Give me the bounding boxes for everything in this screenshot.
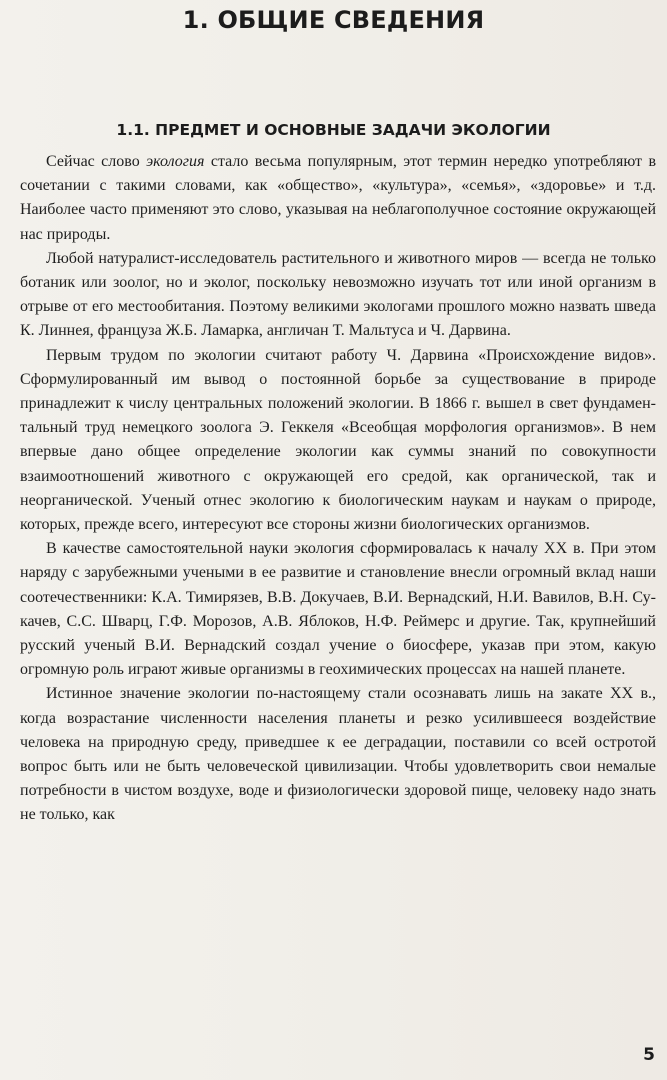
paragraph-4: В качестве самостоятельной науки экология сформировалась к началу XX в. При этом наряду с зарубежными учеными в ее развитие и становление внесли огромный вклад наши соотечественники: К.А. Тимирязев, В.В. Докучаев, В.И. Вернадский, Н.И. Вавилов, В.Н. Сукачев, С.С. Шварц, Г.Ф. Морозов, А.В. Яблоков, Н.Ф. Реймерс и другие. Так, крупнейший русский ученый В.И. Вернадский создал учение о биосфере, указав при этом, какую огромную роль играют живые организмы в геохимических процессах на нашей планете. <box>20 540 656 679</box>
page-number: 5 <box>643 1045 655 1065</box>
paragraph-2: Любой натуралист-исследователь растительного и животного миров — всегда не только ботаник или зоолог, но и эколог, поскольку невозможно изучать тот или иной организм в отрыве от его местообитания. Поэтому великими экологами прошлого можно назвать шведа К. Линнея, француза Ж.Б. Ламарка, англичан Т. Мальтуса и Ч. Дарвина. <box>20 249 656 340</box>
paragraph-1-lead: Сейчас слово <box>46 153 147 170</box>
term-ecology: экология <box>146 153 205 170</box>
paragraph-5: Истинное значение экологии по-настоящему стали осознавать лишь на закате XX в., когда возрастание численности населения планеты и резко усилившееся воздействие человека на природную среду, приведшее к ее деградации, поставили со всей остротой вопрос быть или не быть человеческой цивилизации. Чтобы удовлетворить свои немалые потребности в чистом воздухе, воде и физиологически здоровой пище, человеку надо знать не только, как <box>20 685 656 824</box>
paragraph-3: Первым трудом по экологии считают работу Ч. Дарвина «Происхождение видов». Сформулированный им вывод о постоянной борьбе за существование в природе принадлежит к числу центральных положений экологии. В 1866 г. вышел в свет фундаментальный труд немецкого зоолога Э. Геккеля «Всеобщая морфология организмов». В нем впервые дано общее определение экологии как суммы знаний по совокупности взаимоотношений животного с окружающей его средой, как органической, так и неорганической. Ученый отнес экологию к биологическим наукам и наукам о природе, которых, прежде всего, интересуют все стороны жизни биологических организмов. <box>20 346 656 534</box>
paragraph-1 <box>20 150 656 247</box>
body-text <box>20 150 656 828</box>
chapter-title: 1. ОБЩИЕ СВЕДЕНИЯ <box>182 6 485 34</box>
section-title: 1.1. ПРЕДМЕТ И ОСНОВНЫЕ ЗАДАЧИ ЭКОЛОГИИ <box>116 121 551 139</box>
paragraph-1-text: стало весьма популярным, этот термин нередко употребляют в сочетании с такими словами, как «общество», «культура», «семья», «здоровье» и т.д. Наиболее часто применяют это слово, указывая на неблагополучное состояние окружающей нас природы. <box>20 153 656 243</box>
